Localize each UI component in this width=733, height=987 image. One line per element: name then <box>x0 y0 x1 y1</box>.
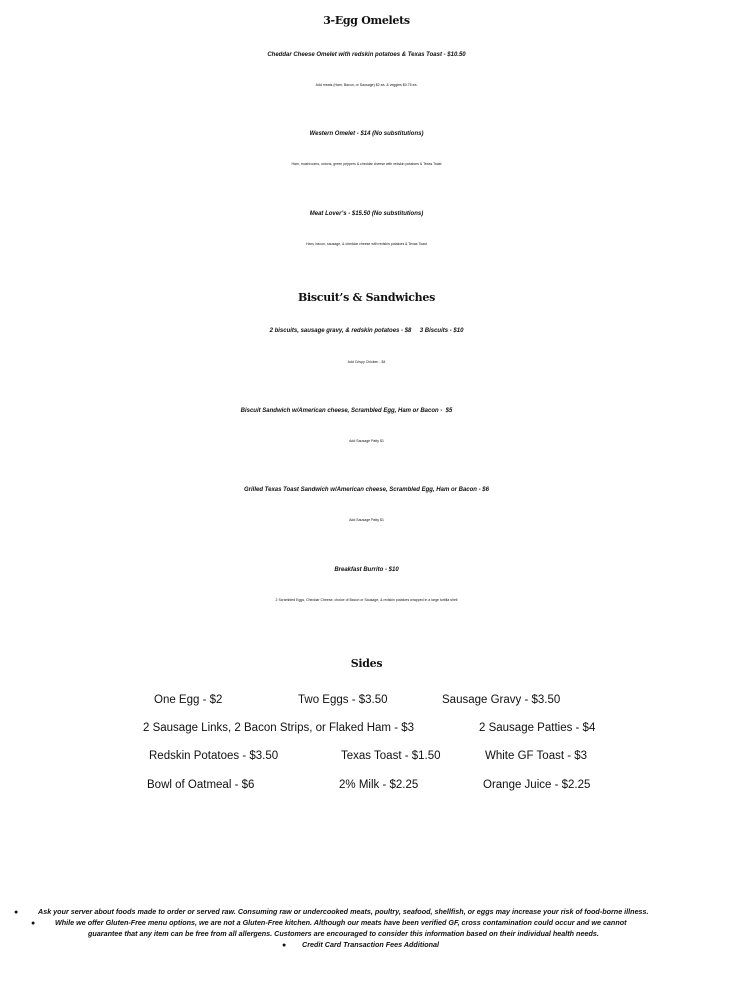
menu-item-title: Meat Lover’s - $15.50 (No substitutions) <box>309 211 424 217</box>
side-item: 2 Sausage Links, 2 Bacon Strips, or Flaked Ham - $3 <box>143 722 415 734</box>
side-item: Bowl of Oatmeal - $6 <box>147 779 255 791</box>
menu-item-title: 2 biscuits, sausage gravy, & redskin potatoes - $8 3 Biscuits - $10 <box>269 328 464 334</box>
menu-item-description: Ham, bacon, sausage, & cheddar cheese with redskin potatoes & Texas Toast <box>306 242 427 246</box>
side-item: 2 Sausage Patties - $4 <box>479 722 596 734</box>
side-item: Redskin Potatoes - $3.50 <box>149 750 279 762</box>
bullet-icon: ● <box>14 909 19 916</box>
menu-item-description: Add Sausage Patty $1 <box>349 518 384 522</box>
side-item: Two Eggs - $3.50 <box>298 694 388 706</box>
footnote: Credit Card Transaction Fees Additional <box>302 940 439 949</box>
menu-item-description: Ham, mushrooms, onions, green peppers & cheddar cheese with redskin potatoes & Texas Toast <box>291 162 442 166</box>
menu-item-title: Biscuit Sandwich w/American cheese, Scrambled Egg, Ham or Bacon - $5 <box>240 408 453 414</box>
footnote: guarantee that any item can be free from all allergens. Customers are encouraged to consider this information based on their individual health needs. <box>88 929 599 938</box>
side-item: 2% Milk - $2.25 <box>339 779 419 791</box>
omelets-section-title: 3-Egg Omelets <box>323 14 410 27</box>
bullet-icon: ● <box>31 920 36 927</box>
side-item: Texas Toast - $1.50 <box>341 750 441 762</box>
biscuits-section-title: Biscuit’s & Sandwiches <box>298 291 435 304</box>
side-item: White GF Toast - $3 <box>485 750 588 762</box>
bullet-icon: ● <box>282 942 287 949</box>
menu-item-title: Breakfast Burrito - $10 <box>334 567 399 573</box>
menu-item-title: Grilled Texas Toast Sandwich w/American cheese, Scrambled Egg, Ham or Bacon - $6 <box>244 487 489 493</box>
menu-item-description: Add Crispy Chicken - $4 <box>347 360 386 364</box>
footnote: While we offer Gluten-Free menu options, we are not a Gluten-Free kitchen. Although our meats have been verified GF, cross contamination could occur and we cannot <box>55 918 627 927</box>
side-item: Orange Juice - $2.25 <box>483 779 591 791</box>
menu-item-description: Add Sausage Patty $1 <box>349 439 384 443</box>
menu-item-description: 2 Scrambled Eggs, Cheddar Cheese, choice of Bacon or Sausage, & redskin potatoes wrapped in a large tortilla shell <box>275 598 458 602</box>
side-item: One Egg - $2 <box>154 694 223 706</box>
sides-section-title: Sides <box>350 657 383 670</box>
menu-item-title: Western Omelet - $14 (No substitutions) <box>309 131 424 137</box>
side-item: Sausage Gravy - $3.50 <box>442 694 561 706</box>
menu-item-description: Add meats (Ham, Bacon, or Sausage) $2 ea. & veggies $0.75 ea. <box>315 83 418 87</box>
footnote: Ask your server about foods made to order or served raw. Consuming raw or undercooked meats, poultry, seafood, shellfish, or eggs may increase your risk of food-borne illness. <box>38 907 649 916</box>
menu-item-title: Cheddar Cheese Omelet with redskin potatoes & Texas Toast - $10.50 <box>267 52 466 58</box>
